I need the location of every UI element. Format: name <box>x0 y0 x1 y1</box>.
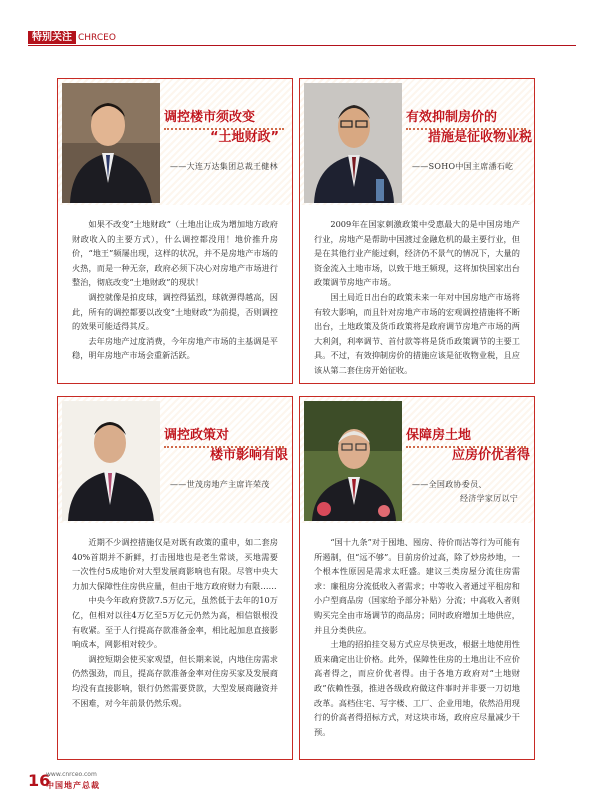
card-title-line2: 应房价优者得 <box>452 448 531 463</box>
quote-card-wang-jianlin <box>57 78 293 384</box>
card-byline-line2: 经济学家厉以宁 <box>460 494 519 503</box>
portrait-photo <box>62 83 160 203</box>
portrait-photo <box>62 401 160 521</box>
quote-card-pan-shiyi <box>299 78 535 384</box>
card-byline: ——世茂房地产主席许荣茂 <box>170 480 270 489</box>
quote-card-xu-rongmao <box>57 396 293 760</box>
card-body <box>314 217 520 378</box>
card-byline: ——SOHO中国主席潘石屹 <box>412 162 514 171</box>
portrait-photo <box>304 401 402 521</box>
card-title-line2: 楼市影响有限 <box>210 448 289 463</box>
body-paragraph: 土地的招拍挂交易方式应尽快更改，根据土地使用性质来确定出让价格。此外，保障性住房的土地出让不应价高者得之，而应价优者得。由于各地方政府对“土地财政”依赖性强，推进各级政府做这件事时并非要一刀切地改革。高档住宅、写字楼、工厂、企业用地，依然沿用现行的价高者得招标方式，对这块市场，政府应尽量减少干预。 <box>314 639 520 737</box>
card-title-line1: 有效抑制房价的 <box>406 110 498 125</box>
portrait-photo <box>304 83 402 203</box>
card-body <box>72 535 278 710</box>
body-paragraph: 中央今年政府贷款7.5万亿元，虽然低于去年的10万亿，但相对以往4万亿至5万亿元仍然为高，相信银根没有收紧。至于人行提高存款准备金率，相比起加息直接影响成本，网影相对较少。 <box>72 595 278 650</box>
footer-url: www.cnrceo.com <box>46 771 97 778</box>
body-paragraph: “国十九条”对于囤地、囤房、待价而沽等行为可能有所遏制，但“远不够”。目前房价过高，除了炒房炒地，一个根本性原因是需求太旺盛。建议三类房屋分流住房需求：廉租房分流低收入者需求；中等收入者通过平租房和小户型商品房（国家给予部分补贴）分流；中高收入者则购买完全由市场调节的商品房；同时政府增加土地供应，并且分类供应。 <box>314 537 520 635</box>
section-tag-brand: CHRCEO <box>78 32 116 43</box>
body-paragraph: 2009年在国家刺激政策中受惠最大的是中国房地产行业，房地产是帮助中国渡过金融危机的最主要行业，但是在其他行业产能过剩，经济仍不景气的情况下，大量的资金流入土地市场，以致于地王频现，这将加快国家出台政策调节房地产市场。 <box>314 219 520 288</box>
body-paragraph: 去年房地产过度消费，今年房地产市场的主基调是平稳，明年房地产市场会重新活跃。 <box>72 335 278 361</box>
card-title-line2: “土地财政” <box>210 130 280 145</box>
card-title-line2: 措施是征收物业税 <box>428 130 533 145</box>
section-header <box>28 31 116 44</box>
card-body <box>314 535 520 739</box>
magazine-title: 中国地产总裁 <box>46 781 100 790</box>
body-paragraph: 近期不少调控措施仅是对既有政策的重申，如二套房40%首期并不新鲜，打击囤地也是老生常谈，买地需要一次性付5成地价对大型发展商影响也有限。尽管中央大力加大保障性住房供应量，但由于地方政府财力有限…… <box>72 537 278 591</box>
card-title-line1: 调控政策对 <box>164 428 230 443</box>
quote-card-li-yining <box>299 396 535 760</box>
card-body <box>72 217 278 363</box>
card-byline: ——大连万达集团总裁王健林 <box>170 162 278 171</box>
body-paragraph: 调控短期会使买家观望，但长期来说，内地住房需求仍然强劲，而且，提高存款准备金率对住房买家及发展商均没有直接影响，银行仍然需要贷款，大型发展商融资并不困难，对今年前景仍然乐观。 <box>72 653 278 708</box>
card-title-line1: 调控楼市须改变 <box>164 110 256 125</box>
header-divider <box>28 45 576 46</box>
body-paragraph: 如果不改变“土地财政”（土地出让成为增加地方政府财政收入的主要方式），什么调控都没用！地价推升房价，“地王”频屡出现，这样的状况，并不是房地产市场的火热，而是一种无奈，政府必须下决心对房地产市场进行整治，彻底改变“土地财政”的现状！ <box>72 219 278 288</box>
page-number: 16 <box>28 771 51 790</box>
card-title-line1: 保障房土地 <box>406 428 472 443</box>
card-byline: ——全国政协委员、 <box>412 480 487 489</box>
section-tag: 特别关注 <box>28 31 76 44</box>
body-paragraph: 国土局近日出台的政策未来一年对中国房地产市场将有较大影响，而且针对房地产市场的宏观调控措施将不断出台，土地政策及货币政策将是政府调节房地产市场的两大利剑，利率调节、首付款等将是货币政策调节的主要工具。不过，有效抑制房价的措施应该是征收物业税，且应该从第二套住房开始征收。 <box>314 291 520 375</box>
body-paragraph: 调控就像是拍皮球，调控得猛烈，球就弹得越高，因此，所有的调控都要以改变“土地财政”为前提，否则调控的效果可能适得其反。 <box>72 291 278 332</box>
